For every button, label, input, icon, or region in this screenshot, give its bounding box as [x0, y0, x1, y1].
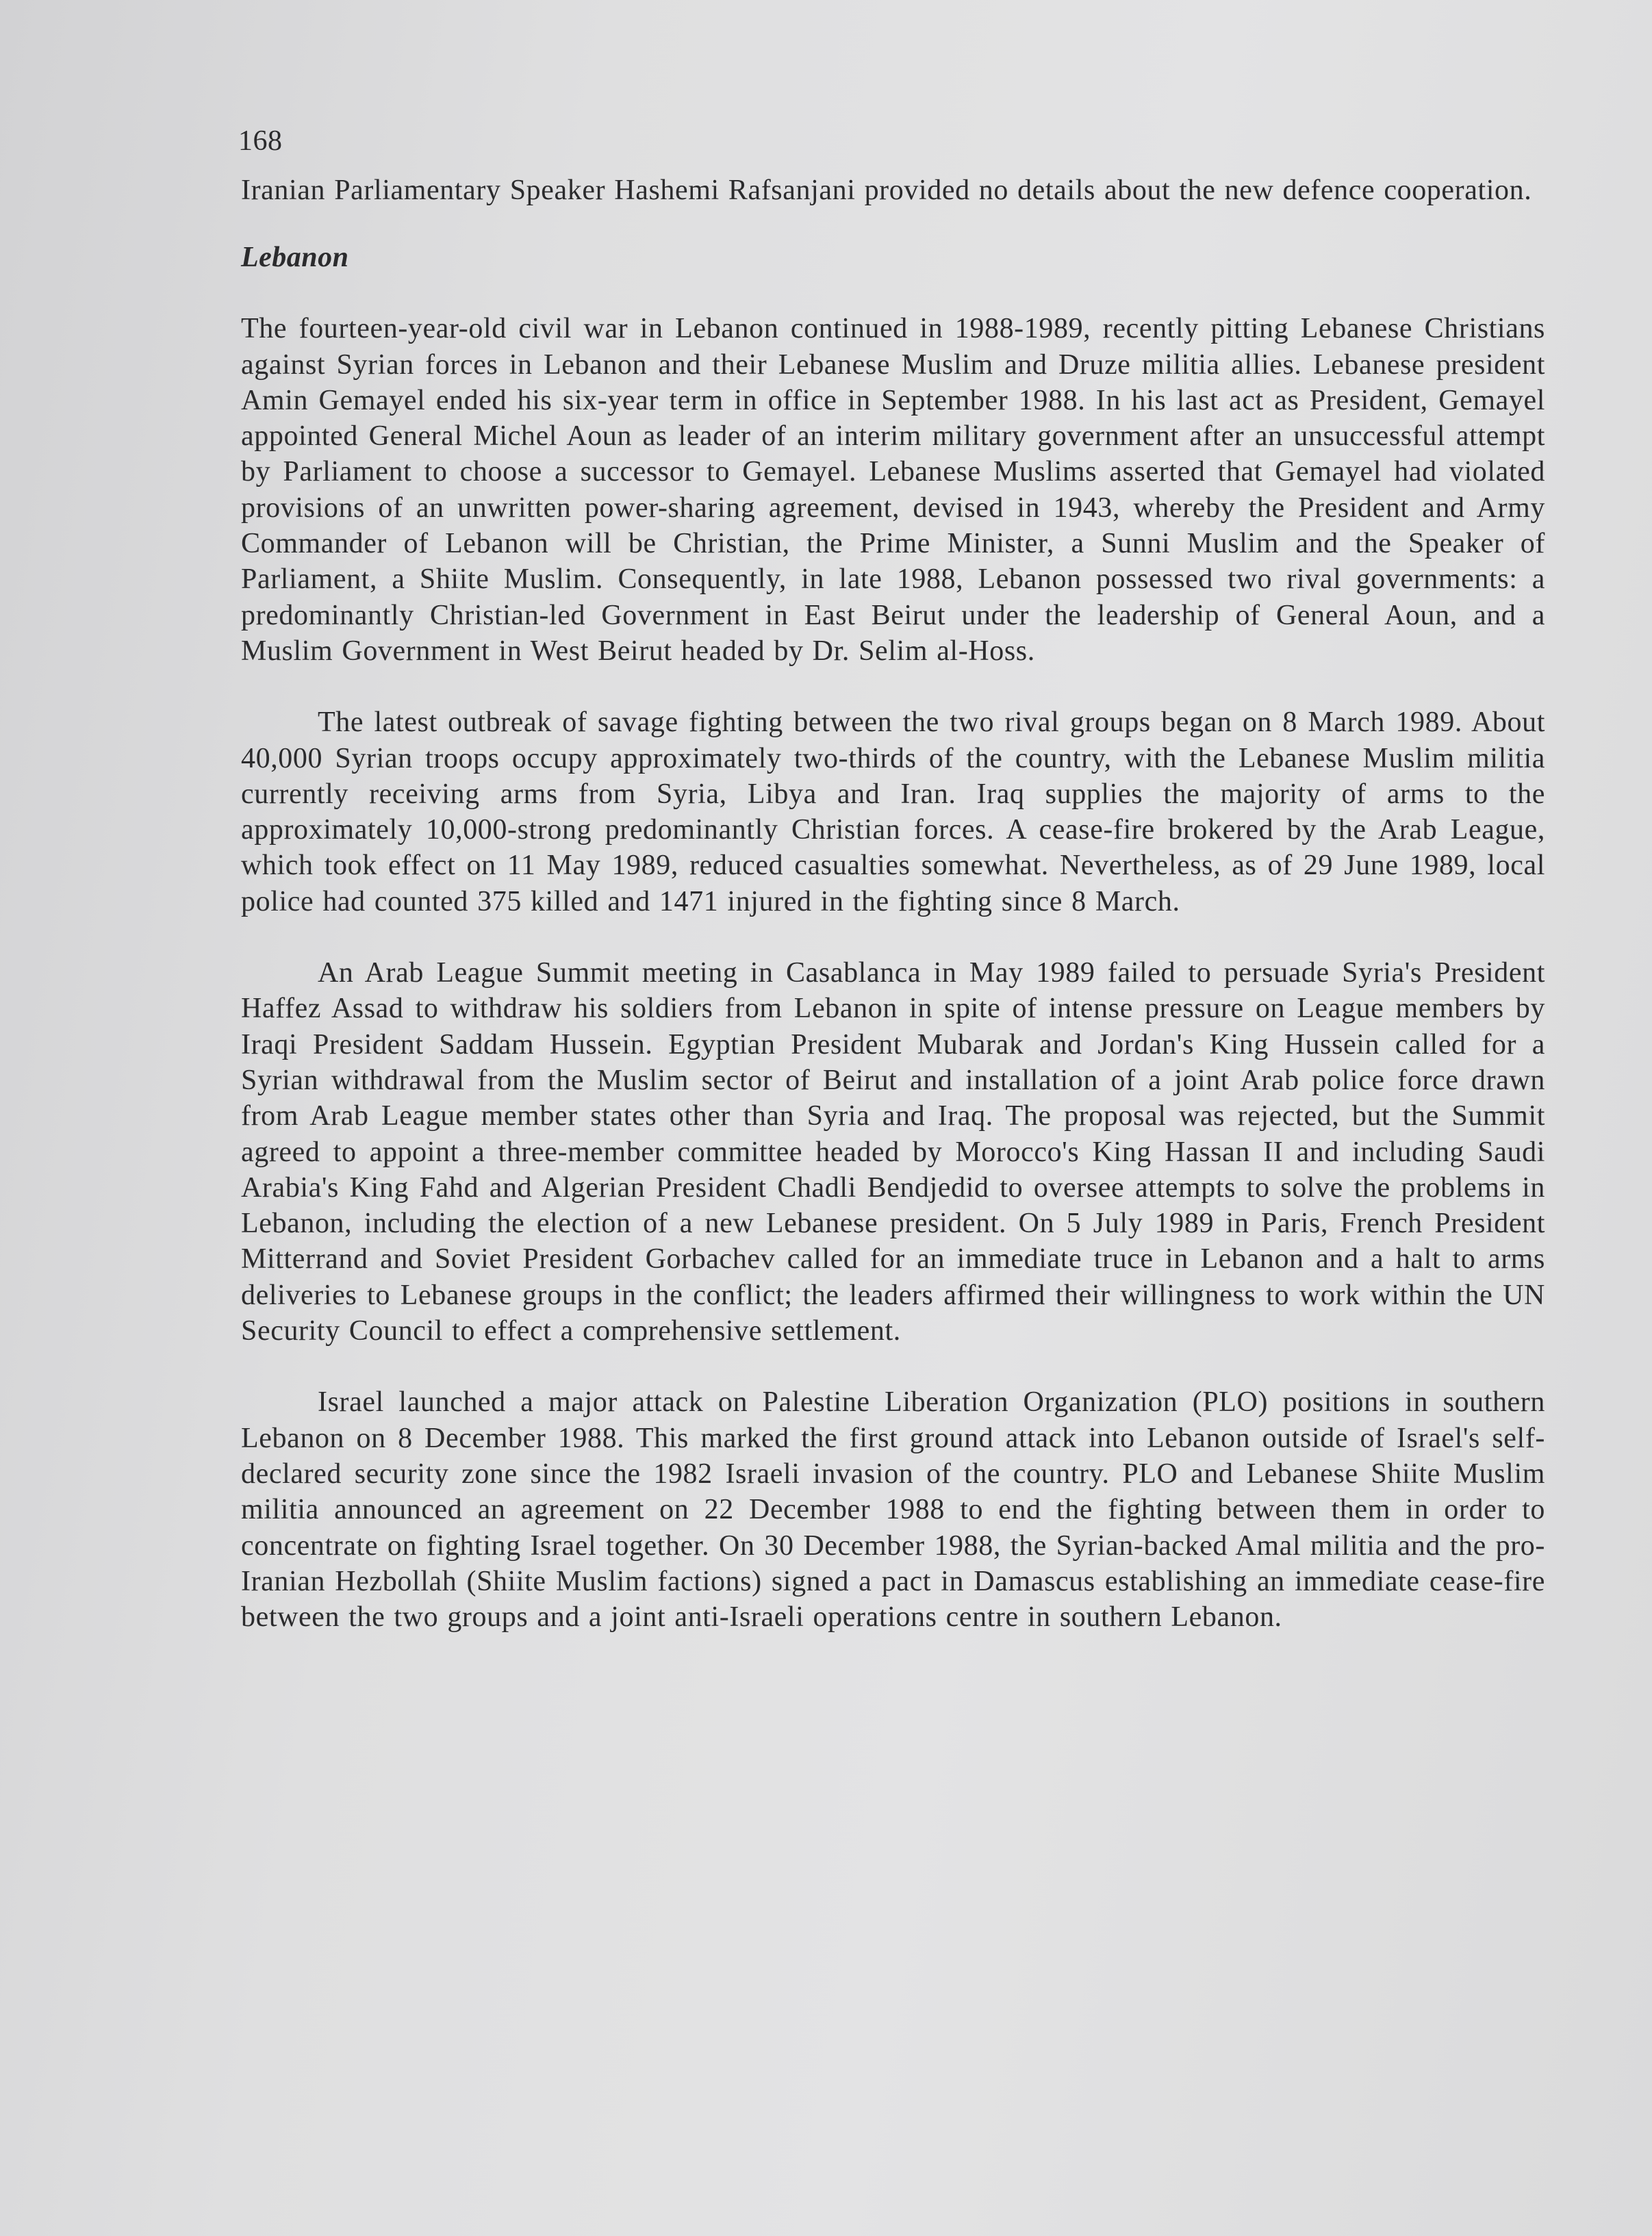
- page-number: 168: [238, 125, 283, 157]
- document-page: [238, 123, 1545, 1635]
- body-paragraph: Israel launched a major attack on Palestine Liberation Organization (PLO) positions in southern Lebanon on 8 December 1988. This marked the first ground attack into Lebanon outside of Israel's self-declared security zone since the 1982 Israeli invasion of the country. PLO and Lebanese Shiite Muslim militia announced an agreement on 22 December 1988 to end the fighting between them in order to concentrate on fighting Israel together. On 30 December 1988, the Syrian-backed Amal militia and the pro-Iranian Hezbollah (Shiite Muslim factions) signed a pact in Damascus establishing an immediate cease-fire between the two groups and a joint anti-Israeli operations centre in southern Lebanon.: [241, 1386, 1545, 1634]
- body-paragraph: An Arab League Summit meeting in Casablanca in May 1989 failed to persuade Syria's President Haffez Assad to withdraw his soldiers from Lebanon in spite of intense pressure on League members by Iraqi President Saddam Hussein. Egyptian President Mubarak and Jordan's King Hussein called for a Syrian withdrawal from the Muslim sector of Beirut and installation of a joint Arab police force drawn from Arab League member states other than Syria and Iraq. The proposal was rejected, but the Summit agreed to appoint a three-member committee headed by Morocco's King Hassan II and including Saudi Arabia's King Fahd and Algerian President Chadli Bendjedid to oversee attempts to solve the problems in Lebanon, including the election of a new Lebanese president. On 5 July 1989 in Paris, French President Mitterrand and Soviet President Gorbachev called for an immediate truce in Lebanon and a halt to arms deliveries to Lebanese groups in the conflict; the leaders affirmed their willingness to work within the UN Security Council to effect a comprehensive settlement.: [241, 957, 1545, 1347]
- body-paragraph: The fourteen-year-old civil war in Lebanon continued in 1988-1989, recently pitting Lebanese Christians against Syrian forces in Lebanon and their Lebanese Muslim and Druze militia allies. Lebanese president Amin Gemayel ended his six-year term in office in September 1988. In his last act as President, Gemayel appointed General Michel Aoun as leader of an interim military government after an unsuccessful attempt by Parliament to choose a successor to Gemayel. Lebanese Muslims asserted that Gemayel had violated provisions of an unwritten power-sharing agreement, devised in 1943, whereby the President and Army Commander of Lebanon will be Christian, the Prime Minister, a Sunni Muslim and the Speaker of Parliament, a Shiite Muslim. Consequently, in late 1988, Lebanon possessed two rival governments: a predominantly Christian-led Government in East Beirut under the leadership of General Aoun, and a Muslim Government in West Beirut headed by Dr. Selim al-Hoss.: [241, 313, 1545, 667]
- body-paragraph: The latest outbreak of savage fighting between the two rival groups began on 8 March 1989. About 40,000 Syrian troops occupy approximately two-thirds of the country, with the Lebanese Muslim militia currently receiving arms from Syria, Libya and Iran. Iraq supplies the majority of arms to the approximately 10,000-strong predominantly Christian forces. A cease-fire brokered by the Arab League, which took effect on 11 May 1989, reduced casualties somewhat. Nevertheless, as of 29 June 1989, local police had counted 375 killed and 1471 injured in the fighting since 8 March.: [241, 707, 1545, 917]
- section-heading: Lebanon: [241, 242, 349, 274]
- continuation-paragraph: Iranian Parliamentary Speaker Hashemi Rafsanjani provided no details about the new defence cooperation.: [241, 175, 1532, 206]
